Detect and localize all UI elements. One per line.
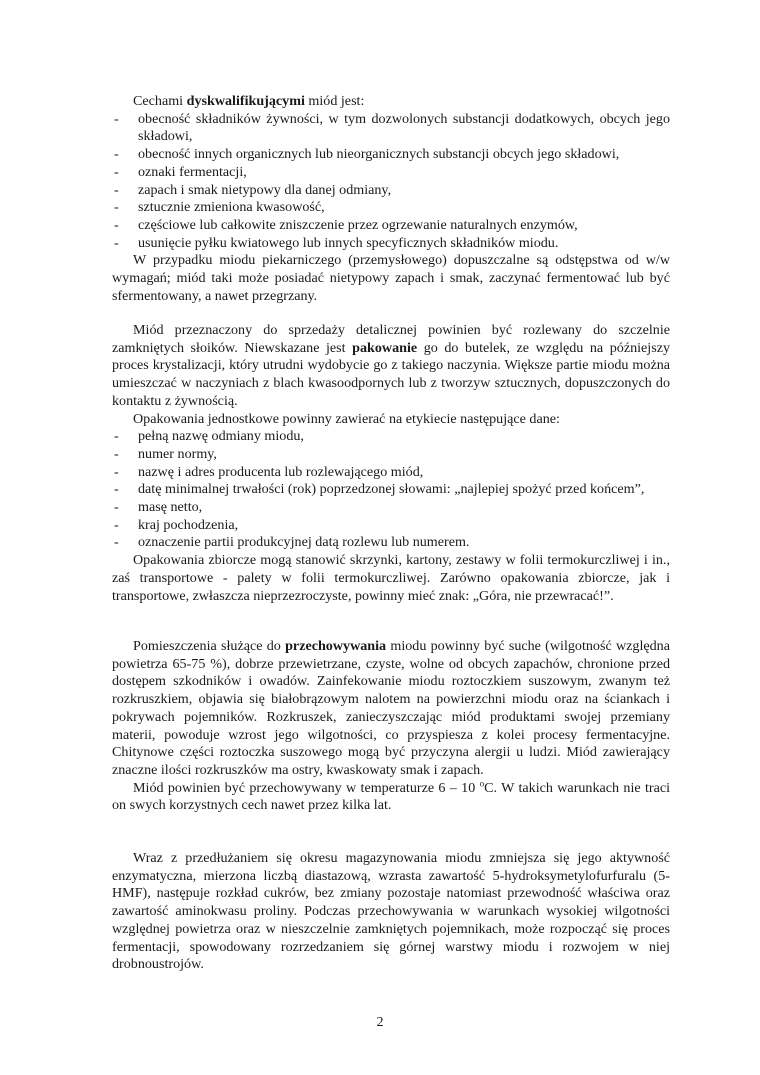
list-item: - obecność składników żywności, w tym dozwolonych substancji dodatkowych, obcych jego składowi, [114, 110, 670, 145]
degree-superscript: o [479, 777, 485, 788]
disqualifying-intro [112, 93, 670, 111]
intro-bold-term: dyskwalifikującymi [186, 93, 305, 109]
temperature-paragraph: Miód powinien być przechowywany w temperaturze 6 – 10 $^o$C. W takich warunkach nie traci on swych korzystnych cech nawet przez kilka lat. [112, 777, 670, 814]
list-item: - masę netto, [114, 499, 203, 516]
list-item: - kraj pochodzenia, [114, 516, 239, 533]
storage-paragraph: Pomieszczenia służące do przechowywania miodu powinny być suche (wilgotność względna powietrza 65-75 %), dobrze przewietrzane, czyste, wolne od obcych zapachów, chronione przed dostępem szkodników i owadów. Zainfekowanie miodu roztoczkiem suszowym, zwanym też rozkruszkiem, objawia się białobrązowym nalotem na powierzchni miodu oraz na ściankach i pokrywach pojemników. Rozkruszek, zanieczyszczając miód produktami swojej przemiany materii, powoduje wzrost jego wilgotności, co przyspiesza z kolei procesy fermentacyjne. Chitynowe części roztoczka suszowego mogą być przyczyna alergii u ludzi. Miód zawierający znaczne ilości rozkruszków ma ostry, kwaskowaty smak i zapach. [112, 638, 670, 778]
list-item: - oznaczenie partii produkcyjnej datą rozlewu lub numerem. [114, 534, 470, 551]
intro-text-end: miód jest: [304, 93, 365, 109]
packaging-bold-term: pakowanie [352, 339, 418, 356]
list-item: - obecność innych organicznych lub nieorganicznych substancji obcych jego składowi, [114, 146, 620, 163]
intro-text: Cechami [133, 93, 187, 109]
list-item: - sztucznie zmieniona kwasowość, [114, 199, 325, 216]
list-item: - zapach i smak nietypowy dla danej odmiany, [114, 181, 392, 198]
list-item: - pełną nazwę odmiany miodu, [114, 428, 304, 445]
page-number: 2 [376, 1014, 384, 1030]
section-aging [112, 850, 670, 974]
section-packaging [112, 322, 670, 605]
disqualifying-list [112, 111, 670, 253]
label-intro: Opakowania jednostkowe powinny zawierać na etykiecie następujące dane: [133, 410, 560, 427]
aging-paragraph: Wraz z przedłużaniem się okresu magazynowania miodu zmniejsza się jego aktywność enzymatyczna, mierzona liczbą diastazową, wzrasta zawartość 5-hydroksymetylofurfuralu (5-HMF), następuje rozkład cukrów, bez zmiany pozostaje natomiast przewodność właściwa oraz zawartość aminokwasu proliny. Podczas przechowywania w warunkach wysokiej wilgotności względnej powietrza oraz w nieszczelnie zamkniętych pojemnikach, może rozpocząć się proces fermentacji, spowodowany rozrzedzaniem się górnej warstwy miodu i rozwojem w niej drobnoustrojów. [112, 850, 670, 973]
bakery-honey-paragraph: W przypadku miodu piekarniczego (przemysłowego) dopuszczalne są odstępstwa od w/w wymagań; miód taki może posiadać nietypowy zapach i smak, zaczynać fermentować lub być sfermentowany, a nawet przegrzany. [112, 252, 670, 304]
storage-bold-term: przechowywania [285, 638, 387, 654]
section-storage [112, 638, 670, 815]
section-disqualifying [112, 93, 670, 305]
bulk-packaging-paragraph: Opakowania zbiorcze mogą stanowić skrzynki, kartony, zestawy w folii termokurczliwej i in., zaś transportowe - palety w folii termokurczliwej. Zarówno opakowania zbiorcze, jak i transportowe, zwłaszcza nieprzezroczyste, powinny mieć znak: „Góra, nie przewracać!”. [112, 552, 670, 604]
label-requirements-list [112, 428, 670, 552]
list-item: - datę minimalnej trwałości (rok) poprzedzonej słowami: „najlepiej spożyć przed końcem”, [114, 481, 645, 498]
packaging-paragraph: Miód przeznaczony do sprzedaży detalicznej powinien być rozlewany do szczelnie zamkniętych słoików. Niewskazane jest pakowanie go do butelek, ze względu na późniejszy proces krystalizacji, który utrudni wydobycie go z takiego naczynia. Większe partie miodu można umieszczać w naczyniach z blach kwasoodpornych lub z tworzyw sztucznych, dopuszczonych do kontaktu z żywnością. [112, 322, 671, 409]
list-item: - częściowe lub całkowite zniszczenie przez ogrzewanie naturalnych enzymów, [114, 216, 578, 233]
list-item: - numer normy, [114, 445, 217, 462]
list-item: - usunięcie pyłku kwiatowego lub innych specyficznych składników miodu. [114, 234, 559, 251]
list-item: - nazwę i adres producenta lub rozlewającego miód, [114, 463, 424, 480]
list-item: - oznaki fermentacji, [114, 163, 247, 180]
